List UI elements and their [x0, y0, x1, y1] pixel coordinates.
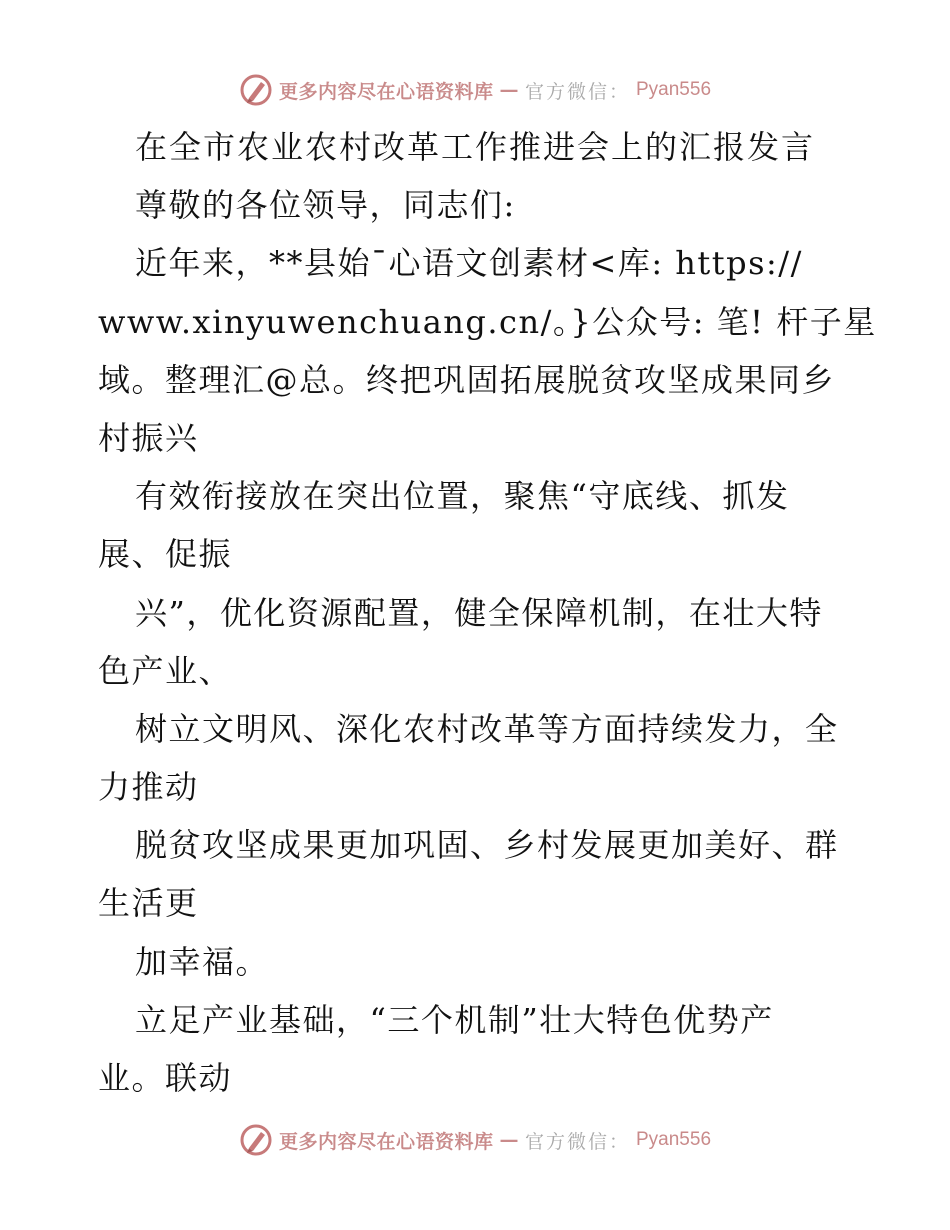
- text-line: 生活更: [98, 884, 199, 923]
- text-line: 色产业、: [98, 651, 233, 690]
- watermark-text: 更多内容尽在心语资料库: [278, 1130, 494, 1153]
- text-line: 尊敬的各位领导，同志们:: [135, 186, 516, 225]
- text-line: 近年来，**县始¯心语文创素材<库: https://: [135, 244, 803, 283]
- watermark-wechat-label: 官方微信：: [524, 80, 630, 103]
- text-line: 力推动: [98, 768, 199, 807]
- text-line: 村振兴: [98, 418, 199, 457]
- text-line: 脱贫攻坚成果更加巩固、乡村发展更加美好、群: [135, 826, 839, 865]
- header-watermark: [0, 70, 950, 110]
- footer-watermark: [0, 1120, 950, 1160]
- watermark-text: 更多内容尽在心语资料库: [278, 80, 494, 103]
- document-title: 在全市农业农村改革工作推进会上的汇报发言: [135, 128, 816, 166]
- watermark-dash: —: [499, 79, 519, 101]
- pen-logo-icon: [239, 73, 273, 107]
- text-line: 兴”，优化资源配置，健全保障机制，在壮大特: [135, 593, 823, 632]
- text-line: 有效衔接放在突出位置，聚焦“守底线、抓发: [135, 477, 790, 516]
- text-line: 立足产业基础，“三个机制”壮大特色优势产: [135, 1000, 774, 1039]
- text-line: 展、促振: [98, 535, 233, 574]
- watermark-wechat-id: Pyan556: [636, 1129, 712, 1150]
- watermark-dash: —: [499, 1129, 519, 1151]
- pen-logo-icon: [239, 1123, 273, 1157]
- text-line: www.xinyuwenchuang.cn/。}公众号: 笔! 杆子星: [98, 302, 877, 341]
- text-line: 树立文明风、深化农村改革等方面持续发力，全: [135, 709, 839, 748]
- document-body: [98, 118, 877, 1107]
- text-line: 域。整理汇@总。终把巩固拓展脱贫攻坚成果同乡: [98, 360, 836, 399]
- text-line: 加幸福。: [135, 942, 270, 981]
- text-line: 业。联动: [98, 1059, 233, 1097]
- watermark-wechat-label: 官方微信：: [524, 1130, 630, 1153]
- watermark-wechat-id: Pyan556: [636, 79, 712, 100]
